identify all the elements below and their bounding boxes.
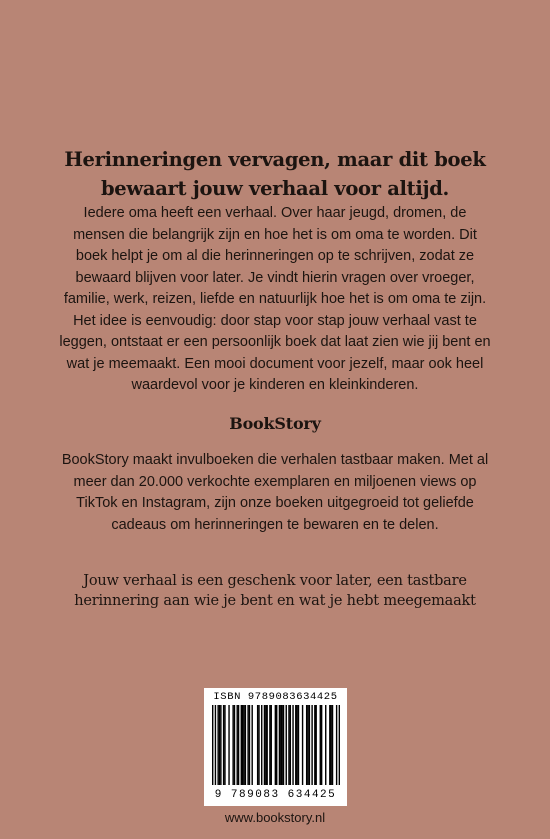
- barcode-bar: [280, 705, 281, 785]
- barcode-bar: [276, 705, 277, 785]
- headline-line-2: bewaart jouw verhaal voor altijd.: [100, 177, 450, 200]
- barcode-bar: [295, 705, 296, 785]
- website-url: www.bookstory.nl: [224, 810, 326, 825]
- barcode-bar: [307, 705, 308, 785]
- barcode-bar: [264, 705, 265, 785]
- barcode-bar: [224, 705, 225, 785]
- barcode-bar: [251, 705, 252, 785]
- barcode-bar: [281, 705, 282, 785]
- description-paragraph: Iedere oma heeft een verhaal. Over haar jeugd, dromen, de mensen die belangrijk zijn en hoe het is om oma te worden. Dit boek helpt je om al die herinneringen op te schrijven, zodat ze bewaard blijven voor later. Je vindt hierin vragen over vroeger, familie, werk, reizen, liefde en natuurlijk hoe het is om oma te zijn. Het idee is eenvoudig: door stap voor stap jouw verhaal vast te leggen, ontstaat er een persoonlijk boek dat laat zien wie jij bent en wat je meemaakt. Een mooi document voor jezelf, maar ook heel waardevol voor je kinderen en kleinkinderen.: [59, 205, 491, 393]
- barcode-bar: [336, 705, 337, 785]
- barcode-bar: [298, 705, 299, 785]
- barcode-bar: [306, 705, 307, 785]
- barcode-bar: [234, 705, 235, 785]
- barcode-bar: [332, 705, 333, 785]
- barcode-bar: [311, 705, 312, 785]
- brand-paragraph: BookStory maakt invulboeken die verhalen tastbaar maken. Met al meer dan 20.000 verkochte exemplaren en miljoenen views op TikTok en Instagram, zijn onze boeken uitgegroeid tot geliefde cadeaus om herinneringen te bewaren en te delen.: [61, 452, 489, 533]
- barcode-bar: [269, 705, 270, 785]
- barcode-bar: [249, 705, 250, 785]
- barcode-bar: [212, 705, 213, 785]
- barcode-bar: [241, 705, 242, 785]
- barcode-bar: [271, 705, 272, 785]
- barcode-bar: [247, 705, 248, 785]
- barcode-bar: [237, 705, 238, 785]
- barcode-bar: [228, 705, 229, 785]
- barcode-bar: [219, 705, 220, 785]
- headline-line-1: Herinneringen vervagen, maar dit boek: [64, 148, 486, 171]
- barcode-bar: [315, 705, 316, 785]
- barcode-bar: [320, 705, 321, 785]
- barcode-bar: [296, 705, 297, 785]
- barcode-bars: [212, 705, 340, 785]
- barcode-bar: [290, 705, 291, 785]
- barcode-bar: [223, 705, 224, 785]
- barcode: [204, 688, 347, 806]
- barcode-bar: [302, 705, 303, 785]
- barcode-bar: [238, 705, 239, 785]
- barcode-bar: [261, 705, 262, 785]
- barcode-bar: [215, 705, 216, 785]
- isbn-label: ISBN 9789083634425: [213, 691, 338, 703]
- barcode-bar: [257, 705, 258, 785]
- barcode-bar: [275, 705, 276, 785]
- barcode-bar: [266, 705, 267, 785]
- closing-quote: [40, 571, 510, 611]
- barcode-bar: [292, 705, 293, 785]
- barcode-bar: [325, 705, 326, 785]
- barcode-bar: [309, 705, 310, 785]
- barcode-bar: [279, 705, 280, 785]
- barcode-digits: 9 789083 634425: [214, 789, 337, 801]
- barcode-bar: [265, 705, 266, 785]
- barcode-bar: [243, 705, 244, 785]
- quote-line-1: Jouw verhaal is een geschenk voor later, een tastbare: [83, 573, 467, 589]
- barcode-bar: [283, 705, 284, 785]
- barcode-bar: [288, 705, 289, 785]
- barcode-bar: [217, 705, 218, 785]
- barcode-bar: [242, 705, 243, 785]
- quote-line-2: herinnering aan wie je bent en wat je hebt meegemaakt: [74, 593, 476, 609]
- barcode-bar: [232, 705, 233, 785]
- barcode-bar: [314, 705, 315, 785]
- barcode-bar: [258, 705, 259, 785]
- brand-name: BookStory: [229, 414, 321, 433]
- barcode-bar: [220, 705, 221, 785]
- headline: [40, 145, 510, 203]
- barcode-bar: [245, 705, 246, 785]
- barcode-bar: [339, 705, 340, 785]
- barcode-bar: [321, 705, 322, 785]
- barcode-bar: [329, 705, 330, 785]
- barcode-bar: [286, 705, 287, 785]
- barcode-bar: [330, 705, 331, 785]
